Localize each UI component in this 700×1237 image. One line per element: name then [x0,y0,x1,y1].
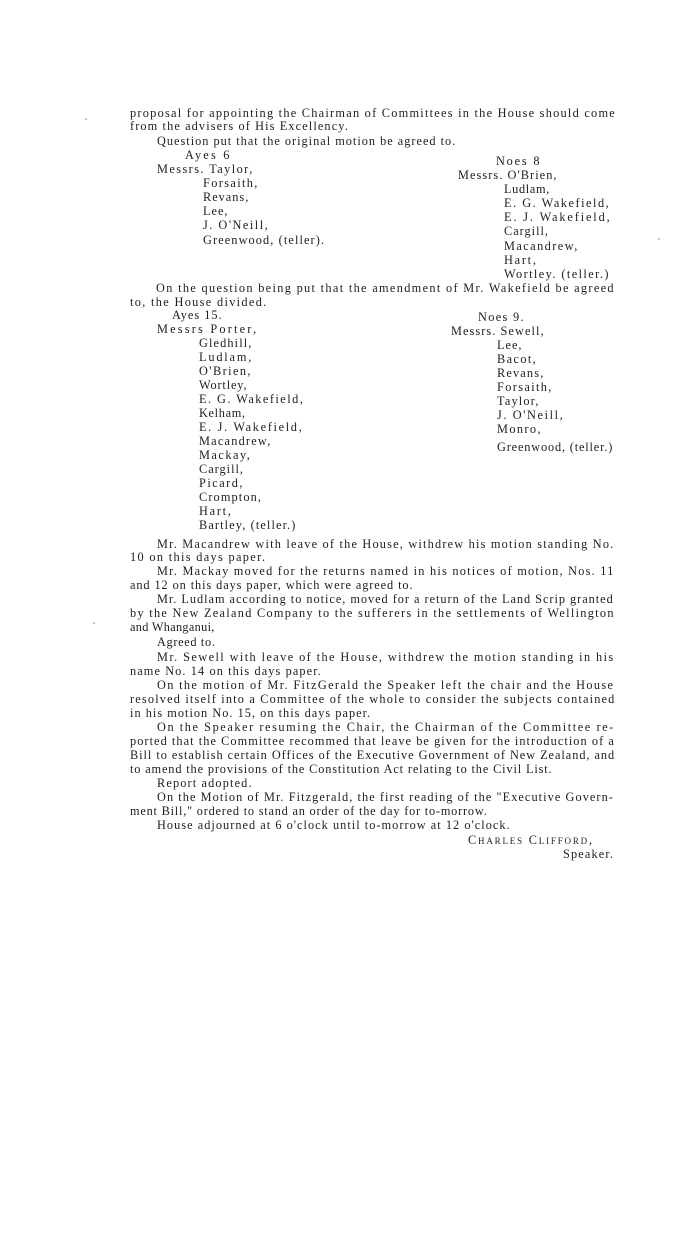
noe-member: Macandrew, [504,239,579,253]
aye-member: E. G. Wakefield, [199,392,305,406]
aye-member: Messrs Porter, [157,322,259,336]
body-line: proposal for appointing the Chairman of Committees in the House should come [130,106,616,120]
body-line: to, the House divided. [130,295,268,309]
noe-member: Cargill, [504,224,550,238]
noes-heading: Noes 8 [496,154,542,168]
ayes-heading: Ayes 6 [185,148,232,162]
aye-member: Crompton, [199,490,263,504]
noe-member: Greenwood, (teller.) [497,440,614,454]
body-line: On the Speaker resuming the Chair, the Chairman of the Committee re- [157,720,615,734]
body-line: and 12 on this days paper, which were agreed to. [130,578,414,592]
body-line: Report adopted. [157,776,253,790]
body-line: Agreed to. [157,635,216,649]
aye-member: Ludlam, [199,350,254,364]
aye-member: Bartley, (teller.) [199,518,297,532]
noe-member: Forsaith, [497,380,553,394]
body-line: Mr. Mackay moved for the returns named in his notices of motion, Nos. 11 [157,564,615,578]
body-line: resolved itself into a Committee of the whole to consider the subjects contained [130,692,616,706]
signature-name: Charles Clifford, [468,833,594,847]
aye-member: Mackay, [199,448,252,462]
aye-member: Wortley, [199,378,248,392]
body-line: to amend the provisions of the Constitution Act relating to the Civil List. [130,762,553,776]
paper-speck [93,622,95,624]
aye-member: E. J. Wakefield, [199,420,304,434]
paper-speck [658,238,660,240]
noe-member: J. O'Neill, [497,408,565,422]
body-line: ported that the Committee recommed that leave be given for the introduction of a [130,734,615,748]
noe-member: Wortley. (teller.) [504,267,610,281]
noe-member: Taylor, [497,394,540,408]
body-line: On the question being put that the amendment of Mr. Wakefield be agreed [156,281,615,295]
noe-member: Bacot, [497,352,538,366]
noe-member: Lee, [497,338,523,352]
noe-member: E. G. Wakefield, [504,196,611,210]
body-line: On the motion of Mr. FitzGerald the Speaker left the chair and the House [157,678,615,692]
body-line: Mr. Sewell with leave of the House, withdrew the motion standing in his [157,650,615,664]
aye-member: Gledhill, [199,336,253,350]
aye-member: Picard, [199,476,244,490]
body-line: by the New Zealand Company to the sufferers in the settlements of Wellington [130,606,615,620]
aye-member: Hart, [199,504,233,518]
body-line: Question put that the original motion be agreed to. [157,134,457,148]
body-line: Mr. Ludlam according to notice, moved for a return of the Land Scrip granted [157,592,614,606]
aye-member: Macandrew, [199,434,272,448]
body-line: name No. 14 on this days paper. [130,664,322,678]
aye-member: Kelham, [199,406,246,420]
noe-member: Monro, [497,422,542,436]
aye-member: Revans, [203,190,250,204]
aye-member: Cargill, [199,462,245,476]
noe-member: Revans, [497,366,545,380]
noe-member: Hart, [504,253,538,267]
body-line: from the advisers of His Excellency. [130,119,349,133]
body-line: and Whanganui, [130,620,215,634]
body-line: Bill to establish certain Offices of the Executive Government of New Zealand, and [130,748,616,762]
aye-member: Messrs. Taylor, [157,162,254,176]
signature-title: Speaker. [563,847,615,861]
aye-member: Lee, [203,204,229,218]
noe-member: Messrs. Sewell, [451,324,545,338]
paper-speck [85,118,87,120]
noe-member: E. J. Wakefield, [504,210,612,224]
body-line: Mr. Macandrew with leave of the House, withdrew his motion standing No. [157,537,615,551]
body-line: On the Motion of Mr. Fitzgerald, the first reading of the "Executive Govern- [157,790,614,804]
body-line: in his motion No. 15, on this days paper. [130,706,372,720]
aye-member: J. O'Neill, [203,218,270,232]
noe-member: Ludlam, [504,182,550,196]
aye-member: O'Brien, [199,364,252,378]
body-line: 10 on this days paper. [130,550,267,564]
ayes-heading: Ayes 15. [172,308,223,322]
body-line: ment Bill," ordered to stand an order of the day for to-morrow. [130,804,488,818]
aye-member: Forsaith, [203,176,259,190]
noe-member: Messrs. O'Brien, [458,168,558,182]
noes-heading: Noes 9. [478,310,525,324]
body-line: House adjourned at 6 o'clock until to-morrow at 12 o'clock. [157,818,511,832]
aye-member: Greenwood, (teller). [203,233,326,247]
